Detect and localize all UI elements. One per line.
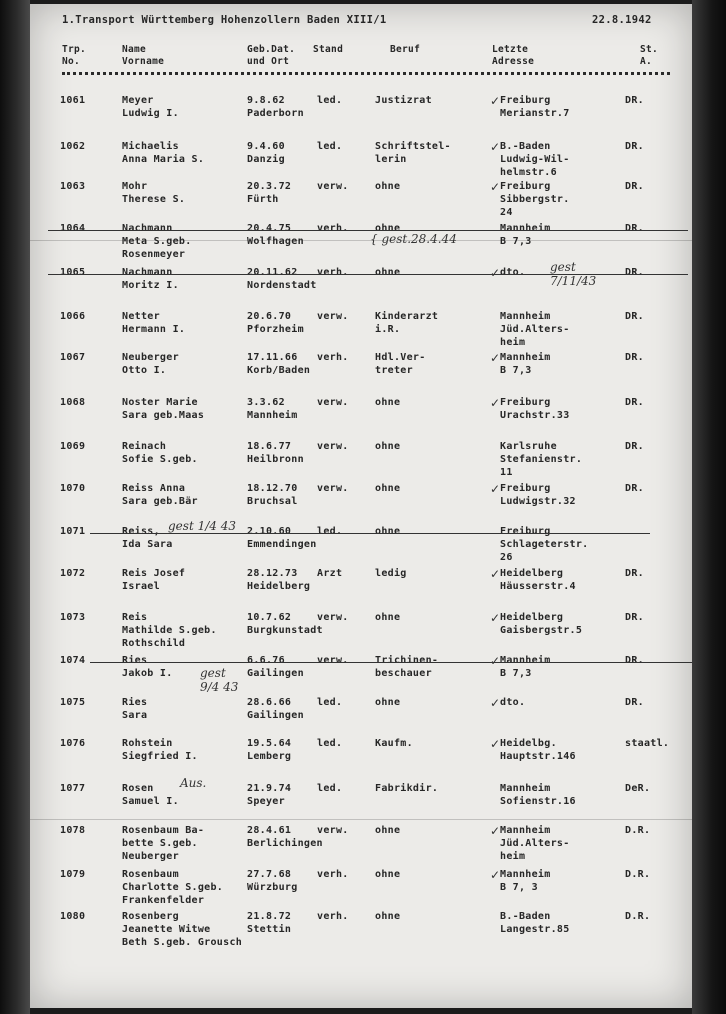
entry-status: led. — [317, 526, 343, 537]
entry-citizenship: staatl. — [625, 738, 670, 749]
entry-profession: Trichinen- beschauer — [375, 655, 439, 679]
entry-birth: 28.12.73 Heidelberg — [247, 568, 311, 592]
entry-name: Ries Jakob I. — [122, 655, 173, 679]
table-row — [30, 611, 692, 657]
scan-left-edge — [0, 0, 30, 1014]
entry-number: 1080 — [60, 911, 86, 922]
entry-citizenship: DR. — [625, 311, 644, 322]
entry-birth: 17.11.66 Korb/Baden — [247, 352, 311, 376]
entry-address: Mannheim B 7,3 — [500, 352, 551, 376]
entry-citizenship: DR. — [625, 267, 644, 278]
entry-birth: 20.3.72 Fürth — [247, 181, 292, 205]
entry-status: led. — [317, 141, 343, 152]
entry-address: Freiburg Merianstr.7 — [500, 95, 570, 119]
entry-profession: Kinderarzt i.R. — [375, 311, 439, 335]
handwritten-note: gest 1/4 43 — [168, 519, 236, 533]
col-header-geb: Geb.Dat. und Ort — [247, 44, 296, 67]
entry-status: verh. — [317, 869, 349, 880]
entry-address: Heidelbg. Hauptstr.146 — [500, 738, 576, 762]
entry-address: Mannheim Jüd.Alters- heim — [500, 311, 570, 348]
entry-birth: 6.6.76 Gailingen — [247, 655, 304, 679]
entry-address: Mannheim Sofienstr.16 — [500, 783, 576, 807]
entry-status: verw. — [317, 397, 349, 408]
entry-address: Heidelberg Häusserstr.4 — [500, 568, 576, 592]
scan-right-edge — [692, 0, 726, 1014]
checkmark-icon: ✓ — [490, 737, 501, 751]
entry-number: 1065 — [60, 267, 86, 278]
entry-birth: 28.6.66 Gailingen — [247, 697, 304, 721]
table-row — [30, 737, 692, 783]
entry-number: 1075 — [60, 697, 86, 708]
entry-status: verw. — [317, 612, 349, 623]
entry-number: 1062 — [60, 141, 86, 152]
col-header-name: Name Vorname — [122, 44, 165, 67]
entry-birth: 27.7.68 Würzburg — [247, 869, 298, 893]
entry-status: verh. — [317, 911, 349, 922]
entry-birth: 18.12.70 Bruchsal — [247, 483, 298, 507]
entry-status: verh. — [317, 267, 349, 278]
entry-number: 1064 — [60, 223, 86, 234]
strike-through-line — [48, 274, 688, 275]
entry-citizenship: DR. — [625, 397, 644, 408]
entry-profession: ohne — [375, 869, 401, 880]
entry-name: Reinach Sofie S.geb. — [122, 441, 198, 465]
entry-name: Ries Sara — [122, 697, 148, 721]
entry-status: led. — [317, 95, 343, 106]
entry-number: 1074 — [60, 655, 86, 666]
entry-name: Reis Josef Israel — [122, 568, 186, 592]
entry-birth: 10.7.62 Burgkunstadt — [247, 612, 323, 636]
entry-profession: ohne — [375, 397, 401, 408]
checkmark-icon: ✓ — [490, 180, 501, 194]
handwritten-note: { gest.28.4.44 — [370, 232, 457, 246]
entry-name: Nachmann Moritz I. — [122, 267, 179, 291]
entry-address: Heidelberg Gaisbergstr.5 — [500, 612, 583, 636]
entry-address: Mannheim B 7,3 — [500, 655, 551, 679]
entry-profession: ohne — [375, 697, 401, 708]
entry-citizenship: D.R. — [625, 825, 651, 836]
table-row — [30, 868, 692, 914]
entry-address: B.-Baden Langestr.85 — [500, 911, 570, 935]
entry-status: verh. — [317, 352, 349, 363]
entry-birth: 20.11.62 Nordenstadt — [247, 267, 317, 291]
checkmark-icon: ✓ — [490, 482, 501, 496]
entry-status: verw. — [317, 311, 349, 322]
entry-number: 1061 — [60, 95, 86, 106]
entry-name: Rosenbaum Ba- bette S.geb. Neuberger — [122, 825, 205, 862]
col-header-stand: Stand — [313, 44, 344, 55]
handwritten-note: Aus. — [180, 776, 207, 790]
entry-number: 1072 — [60, 568, 86, 579]
document-date: 22.8.1942 — [592, 14, 652, 26]
entry-address: B.-Baden Ludwig-Wil- helmstr.6 — [500, 141, 570, 178]
strike-through-line — [48, 230, 688, 231]
entry-status: verh. — [317, 223, 349, 234]
entry-citizenship: DR. — [625, 441, 644, 452]
table-row — [30, 94, 692, 140]
entry-citizenship: DR. — [625, 181, 644, 192]
table-row — [30, 776, 692, 828]
entry-birth: 2.10.60 Emmendingen — [247, 526, 317, 550]
entry-number: 1079 — [60, 869, 86, 880]
strike-through-line — [90, 533, 650, 534]
checkmark-icon: ✓ — [490, 654, 501, 668]
entry-birth: 21.9.74 Speyer — [247, 783, 292, 807]
entry-status: verw. — [317, 441, 349, 452]
entry-number: 1078 — [60, 825, 86, 836]
entry-citizenship: DR. — [625, 483, 644, 494]
checkmark-icon: ✓ — [490, 266, 501, 280]
document-page — [30, 4, 692, 1008]
entry-number: 1067 — [60, 352, 86, 363]
entry-birth: 20.4.75 Wolfhagen — [247, 223, 304, 247]
entry-birth: 20.6.70 Pforzheim — [247, 311, 304, 335]
entry-number: 1077 — [60, 783, 86, 794]
entry-profession: Hdl.Ver- treter — [375, 352, 426, 376]
entry-profession: ledig — [375, 568, 407, 579]
entry-address: Mannheim Jüd.Alters- heim — [500, 825, 570, 862]
entry-number: 1063 — [60, 181, 86, 192]
col-header-st: St. A. — [640, 44, 659, 67]
table-row — [30, 310, 692, 356]
checkmark-icon: ✓ — [490, 351, 501, 365]
entry-name: Neuberger Otto I. — [122, 352, 179, 376]
checkmark-icon: ✓ — [490, 396, 501, 410]
entry-status: Arzt — [317, 568, 343, 579]
entry-name: Meyer Ludwig I. — [122, 95, 179, 119]
checkmark-icon: ✓ — [490, 140, 501, 154]
entry-citizenship: DR. — [625, 697, 644, 708]
entry-citizenship: DR. — [625, 95, 644, 106]
entry-citizenship: DR. — [625, 655, 644, 666]
handwritten-note: gest 9/4 43 — [200, 666, 239, 694]
table-row — [30, 260, 692, 312]
checkmark-icon: ✓ — [490, 567, 501, 581]
entry-birth: 9.4.60 Danzig — [247, 141, 285, 165]
table-row — [30, 482, 692, 528]
entry-name: Reiss Anna Sara geb.Bär — [122, 483, 198, 507]
col-header-nr: Trp. No. — [62, 44, 87, 67]
entry-number: 1071 — [60, 526, 86, 537]
entry-birth: 9.8.62 Paderborn — [247, 95, 304, 119]
entry-address: dto. — [500, 697, 526, 708]
entry-name: Michaelis Anna Maria S. — [122, 141, 205, 165]
entry-profession: ohne — [375, 223, 401, 234]
entry-birth: 19.5.64 Lemberg — [247, 738, 292, 762]
entry-birth: 28.4.61 Berlichingen — [247, 825, 323, 849]
entry-name: Rosen Samuel I. — [122, 783, 179, 807]
col-header-beruf: Beruf — [390, 44, 421, 55]
entry-number: 1069 — [60, 441, 86, 452]
entry-address: Freiburg Schlageterstr. 26 — [500, 526, 589, 563]
entry-profession: Fabrikdir. — [375, 783, 439, 794]
entry-profession: Justizrat — [375, 95, 432, 106]
entry-status: led. — [317, 783, 343, 794]
table-row — [30, 654, 692, 700]
entry-birth: 3.3.62 Mannheim — [247, 397, 298, 421]
entry-status: verw. — [317, 655, 349, 666]
entry-citizenship: D.R. — [625, 869, 651, 880]
entry-citizenship: DR. — [625, 352, 644, 363]
entry-name: Nachmann Meta S.geb. Rosenmeyer — [122, 223, 192, 260]
entry-birth: 18.6.77 Heilbronn — [247, 441, 304, 465]
entry-number: 1068 — [60, 397, 86, 408]
entry-profession: Schriftstel- lerin — [375, 141, 451, 165]
table-row — [30, 824, 692, 870]
entry-profession: ohne — [375, 911, 401, 922]
entry-name: Mohr Therese S. — [122, 181, 186, 205]
entry-profession: ohne — [375, 825, 401, 836]
entry-name: Rosenbaum Charlotte S.geb. Frankenfelder — [122, 869, 224, 906]
table-row — [30, 696, 692, 742]
entry-citizenship: DeR. — [625, 783, 651, 794]
entry-profession: ohne — [375, 526, 401, 537]
entry-status: verw. — [317, 825, 349, 836]
table-row — [30, 396, 692, 442]
entry-citizenship: DR. — [625, 223, 644, 234]
entry-citizenship: DR. — [625, 612, 644, 623]
entry-number: 1073 — [60, 612, 86, 623]
col-header-addr: Letzte Adresse — [492, 44, 535, 67]
table-row — [30, 519, 692, 571]
entry-number: 1070 — [60, 483, 86, 494]
entry-name: Rosenberg Jeanette Witwe Beth S.geb. Grousch — [122, 911, 243, 948]
table-row — [30, 910, 692, 956]
entry-status: verw. — [317, 483, 349, 494]
entry-profession: ohne — [375, 181, 401, 192]
entry-citizenship: D.R. — [625, 911, 651, 922]
entry-citizenship: DR. — [625, 568, 644, 579]
table-row — [30, 180, 692, 226]
entry-address: Freiburg Sibbergstr. 24 — [500, 181, 570, 218]
entry-profession: ohne — [375, 612, 401, 623]
entry-status: verw. — [317, 181, 349, 192]
entry-name: Noster Marie Sara geb.Maas — [122, 397, 205, 421]
entry-profession: Kaufm. — [375, 738, 413, 749]
entry-status: led. — [317, 738, 343, 749]
entry-name: Reis Mathilde S.geb. Rothschild — [122, 612, 217, 649]
table-row — [30, 567, 692, 613]
entry-name: Netter Hermann I. — [122, 311, 186, 335]
entry-address: Karlsruhe Stefanienstr. 11 — [500, 441, 583, 478]
entry-address: Freiburg Urachstr.33 — [500, 397, 570, 421]
entry-number: 1066 — [60, 311, 86, 322]
entry-birth: 21.8.72 Stettin — [247, 911, 292, 935]
table-row — [30, 351, 692, 397]
document-title: 1.Transport Württemberg Hohenzollern Baden XIII/1 — [62, 14, 387, 26]
checkmark-icon: ✓ — [490, 824, 501, 838]
entry-citizenship: DR. — [625, 141, 644, 152]
entry-address: dto. — [500, 267, 526, 278]
checkmark-icon: ✓ — [490, 94, 501, 108]
table-row — [30, 440, 692, 486]
entry-profession: ohne — [375, 483, 401, 494]
entry-address: Mannheim B 7, 3 — [500, 869, 551, 893]
entry-address: Mannheim B 7,3 — [500, 223, 551, 247]
entry-number: 1076 — [60, 738, 86, 749]
entry-address: Freiburg Ludwigstr.32 — [500, 483, 576, 507]
checkmark-icon: ✓ — [490, 611, 501, 625]
entry-status: led. — [317, 697, 343, 708]
entry-name: Rohstein Siegfried I. — [122, 738, 198, 762]
entry-name: Reiss, Ida Sara — [122, 526, 173, 550]
checkmark-icon: ✓ — [490, 696, 501, 710]
strike-through-line — [90, 662, 692, 663]
entry-profession: ohne — [375, 267, 401, 278]
checkmark-icon: ✓ — [490, 868, 501, 882]
header-divider — [62, 72, 670, 75]
handwritten-note: gest 7/11/43 — [550, 260, 597, 288]
entry-profession: ohne — [375, 441, 401, 452]
